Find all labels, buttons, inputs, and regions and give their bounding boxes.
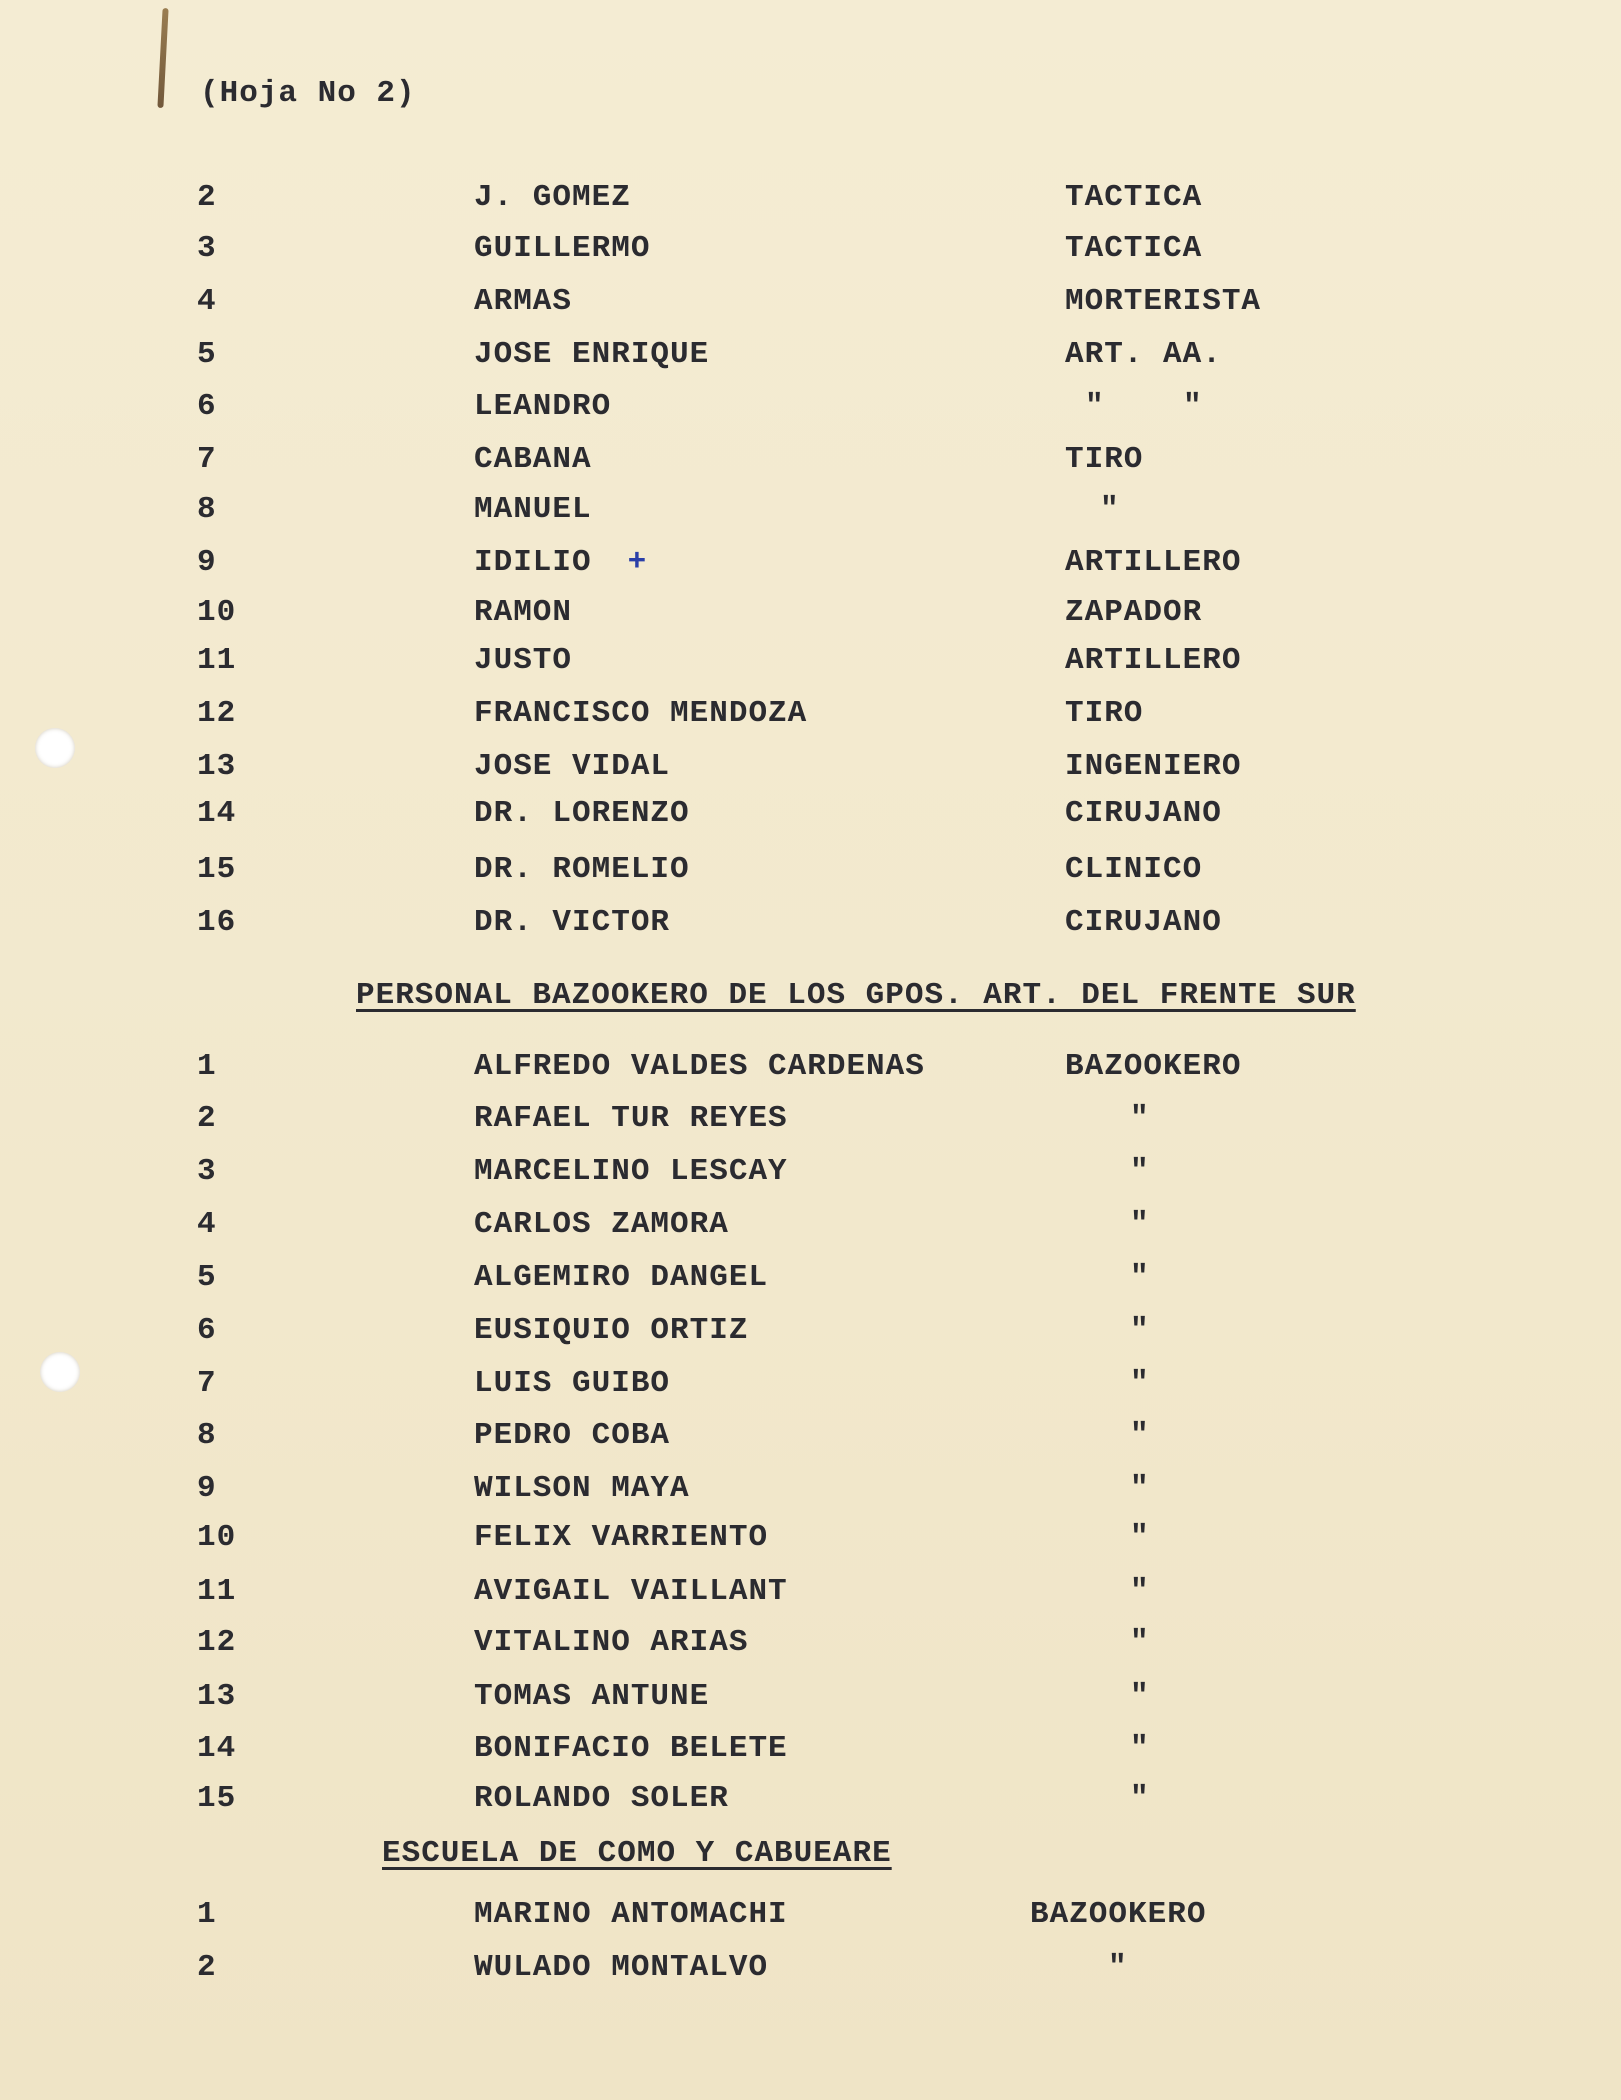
item-name: DR. ROMELIO	[474, 852, 690, 887]
item-name: WULADO MONTALVO	[474, 1950, 769, 1985]
item-name: MARINO ANTOMACHI	[474, 1897, 788, 1932]
item-number: 15	[197, 852, 237, 887]
section-title: ESCUELA DE COMO Y CABUEARE	[382, 1836, 892, 1871]
item-name: CABANA	[474, 442, 592, 477]
item-name: IDILIO	[474, 545, 592, 580]
item-name: FRANCISCO MENDOZA	[474, 696, 808, 731]
item-number: 4	[197, 284, 217, 319]
list-item	[0, 1154, 1621, 1194]
item-name: VITALINO ARIAS	[474, 1625, 749, 1660]
item-role: TACTICA	[1065, 231, 1203, 266]
item-role: CLINICO	[1065, 852, 1203, 887]
list-item	[0, 796, 1621, 836]
item-name: ARMAS	[474, 284, 573, 319]
list-item	[0, 1731, 1621, 1771]
item-role: ARTILLERO	[1065, 643, 1242, 678]
item-role: TACTICA	[1065, 180, 1203, 215]
item-role-ditto: "	[1130, 1260, 1150, 1295]
item-role: INGENIERO	[1065, 749, 1242, 784]
item-role: BAZOOKERO	[1030, 1897, 1207, 1932]
item-name: DR. VICTOR	[474, 905, 671, 940]
item-name: RAFAEL TUR REYES	[474, 1101, 788, 1136]
item-number: 14	[197, 1731, 237, 1766]
item-name: RAMON	[474, 595, 573, 630]
list-item	[0, 595, 1621, 635]
list-item	[0, 1520, 1621, 1560]
item-number: 14	[197, 796, 237, 831]
item-name: FELIX VARRIENTO	[474, 1520, 769, 1555]
item-role: MORTERISTA	[1065, 284, 1262, 319]
list-item	[0, 1313, 1621, 1353]
item-name: TOMAS ANTUNE	[474, 1679, 710, 1714]
list-item	[0, 389, 1621, 429]
item-role-ditto: "	[1130, 1154, 1150, 1189]
item-number: 10	[197, 1520, 237, 1555]
item-number: 9	[197, 1471, 217, 1506]
item-number: 10	[197, 595, 237, 630]
item-number: 1	[197, 1049, 217, 1084]
item-number: 2	[197, 180, 217, 215]
list-item	[0, 284, 1621, 324]
item-number: 13	[197, 1679, 237, 1714]
item-role: CIRUJANO	[1065, 796, 1222, 831]
item-number: 12	[197, 1625, 237, 1660]
item-number: 7	[197, 442, 217, 477]
item-name: JUSTO	[474, 643, 573, 678]
item-name: WILSON MAYA	[474, 1471, 690, 1506]
item-name: AVIGAIL VAILLANT	[474, 1574, 788, 1609]
item-name: LEANDRO	[474, 389, 612, 424]
item-role-ditto: "	[1130, 1731, 1150, 1766]
list-item	[0, 1950, 1621, 1990]
item-role-ditto: "	[1130, 1471, 1150, 1506]
item-number: 2	[197, 1101, 217, 1136]
item-number: 6	[197, 389, 217, 424]
item-number: 2	[197, 1950, 217, 1985]
list-item	[0, 337, 1621, 377]
list-item	[0, 852, 1621, 892]
item-role: ARTILLERO	[1065, 545, 1242, 580]
item-role-ditto: "	[1108, 1950, 1128, 1985]
list-item	[0, 1418, 1621, 1458]
item-number: 8	[197, 492, 217, 527]
item-name: EUSIQUIO ORTIZ	[474, 1313, 749, 1348]
list-item	[0, 1366, 1621, 1406]
item-number: 11	[197, 1574, 237, 1609]
item-number: 3	[197, 231, 217, 266]
item-role: ZAPADOR	[1065, 595, 1203, 630]
list-item	[0, 492, 1621, 532]
item-name: PEDRO COBA	[474, 1418, 671, 1453]
item-number: 3	[197, 1154, 217, 1189]
item-name: BONIFACIO BELETE	[474, 1731, 788, 1766]
list-item	[0, 1897, 1621, 1937]
list-item	[0, 905, 1621, 945]
item-role-ditto: "	[1130, 1520, 1150, 1555]
item-name: JOSE ENRIQUE	[474, 337, 710, 372]
item-number: 9	[197, 545, 217, 580]
section-title: PERSONAL BAZOOKERO DE LOS GPOS. ART. DEL FRENTE SUR	[356, 978, 1356, 1013]
item-role: TIRO	[1065, 696, 1144, 731]
item-role: TIRO	[1065, 442, 1144, 477]
item-number: 7	[197, 1366, 217, 1401]
ink-mark	[157, 8, 168, 108]
item-number: 4	[197, 1207, 217, 1242]
item-role-ditto: "	[1130, 1418, 1150, 1453]
list-item	[0, 1101, 1621, 1141]
item-name: JOSE VIDAL	[474, 749, 671, 784]
list-item	[0, 643, 1621, 683]
item-name: MARCELINO LESCAY	[474, 1154, 788, 1189]
item-number: 5	[197, 1260, 217, 1295]
item-number: 16	[197, 905, 237, 940]
item-role-ditto: "	[1130, 1679, 1150, 1714]
item-number: 1	[197, 1897, 217, 1932]
list-item	[0, 749, 1621, 789]
list-item	[0, 696, 1621, 736]
item-role-ditto: "	[1130, 1101, 1150, 1136]
item-role-ditto: "	[1130, 1366, 1150, 1401]
list-item	[0, 1207, 1621, 1247]
item-number: 15	[197, 1781, 237, 1816]
item-name: MANUEL	[474, 492, 592, 527]
item-role-ditto: "	[1130, 1781, 1150, 1816]
item-number: 12	[197, 696, 237, 731]
item-role-ditto: "	[1130, 1207, 1150, 1242]
item-role-ditto: "	[1130, 1625, 1150, 1660]
item-number: 8	[197, 1418, 217, 1453]
item-role: BAZOOKERO	[1065, 1049, 1242, 1084]
item-number: 5	[197, 337, 217, 372]
item-role-ditto: "	[1130, 1313, 1150, 1348]
item-name: ROLANDO SOLER	[474, 1781, 729, 1816]
item-number: 13	[197, 749, 237, 784]
list-item	[0, 1781, 1621, 1821]
item-name: J. GOMEZ	[474, 180, 631, 215]
list-item	[0, 1625, 1621, 1665]
list-item	[0, 1049, 1621, 1089]
item-name: ALGEMIRO DANGEL	[474, 1260, 769, 1295]
cross-mark: +	[627, 545, 648, 580]
item-role-ditto: " "	[1085, 389, 1203, 424]
list-item	[0, 545, 1621, 585]
list-item	[0, 231, 1621, 271]
item-name: ALFREDO VALDES CARDENAS	[474, 1049, 925, 1084]
item-role: ART. AA.	[1065, 337, 1222, 372]
list-item	[0, 1471, 1621, 1511]
item-role-ditto: "	[1100, 492, 1120, 527]
item-name-wrap	[474, 545, 647, 580]
list-item	[0, 1574, 1621, 1614]
item-role-ditto: "	[1130, 1574, 1150, 1609]
list-item	[0, 1679, 1621, 1719]
sheet-header: (Hoja No 2)	[200, 76, 416, 111]
item-name: LUIS GUIBO	[474, 1366, 671, 1401]
item-name: DR. LORENZO	[474, 796, 690, 831]
item-name: GUILLERMO	[474, 231, 651, 266]
list-item	[0, 1260, 1621, 1300]
item-name: CARLOS ZAMORA	[474, 1207, 729, 1242]
list-item	[0, 442, 1621, 482]
item-role: CIRUJANO	[1065, 905, 1222, 940]
item-number: 11	[197, 643, 237, 678]
item-number: 6	[197, 1313, 217, 1348]
list-item	[0, 180, 1621, 220]
